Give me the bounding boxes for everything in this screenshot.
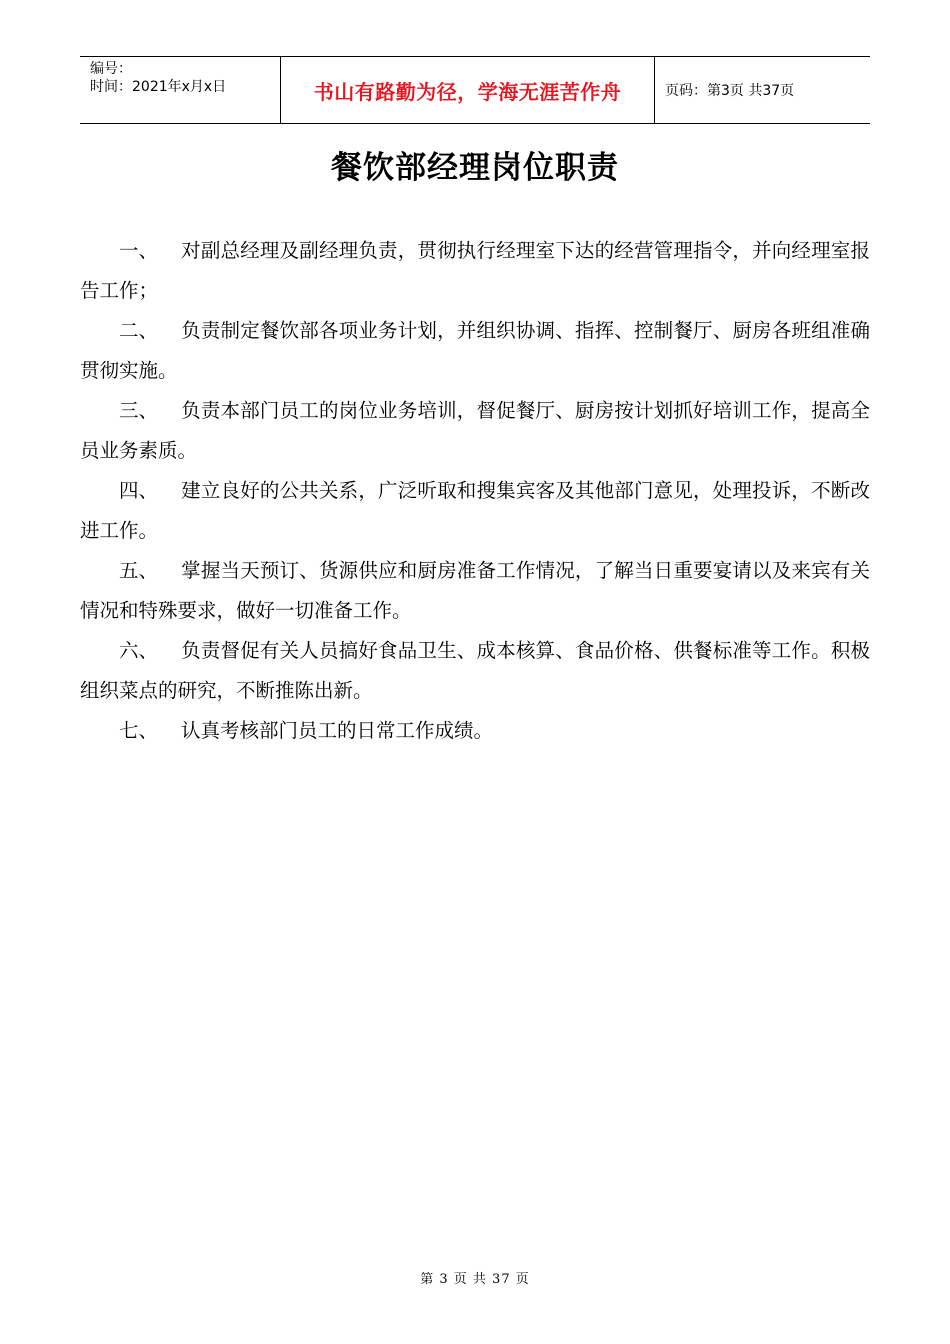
header-meta [80, 57, 281, 123]
paragraph-6 [80, 631, 870, 711]
paragraph-number: 三、 [119, 399, 159, 422]
paragraph-number: 六、 [119, 639, 159, 662]
paragraph-text: 对副总经理及副经理负责，贯彻执行经理室下达的经营管理指令，并向经理室报告工作； [80, 239, 870, 302]
paragraph-text: 认真考核部门员工的日常工作成绩。 [181, 719, 494, 742]
paragraph-number: 二、 [119, 319, 159, 342]
paragraph-2 [80, 311, 870, 391]
paragraph-number: 七、 [119, 719, 159, 742]
paragraph-number: 五、 [119, 559, 159, 582]
paragraph-4 [80, 471, 870, 551]
page-footer: 第 3 页 共 37 页 [420, 1272, 530, 1287]
paragraph-3 [80, 391, 870, 471]
paragraph-number: 四、 [119, 479, 159, 502]
paragraph-5 [80, 551, 870, 631]
serial-number-label: 编号： [90, 61, 132, 77]
paragraph-text: 负责督促有关人员搞好食品卫生、成本核算、食品价格、供餐标准等工作。积极组织菜点的研究，不断推陈出新。 [80, 639, 870, 702]
page-title: 餐饮部经理岗位职责 [331, 150, 619, 186]
document-body [80, 231, 870, 751]
paragraph-7 [80, 711, 870, 751]
header-motto: 书山有路勤为径，学海无涯苦作舟 [281, 57, 655, 123]
paragraph-text: 建立良好的公共关系，广泛听取和搜集宾客及其他部门意见，处理投诉，不断改进工作。 [80, 479, 870, 542]
date-label: 时间：2021年x月x日 [90, 79, 227, 95]
paragraph-text: 负责制定餐饮部各项业务计划，并组织协调、指挥、控制餐厅、厨房各班组准确贯彻实施。 [80, 319, 870, 382]
paragraph-text: 掌握当天预订、货源供应和厨房准备工作情况，了解当日重要宴请以及来宾有关情况和特殊要求，做好一切准备工作。 [80, 559, 870, 622]
header-page-info: 页码：第3页 共37页 [665, 83, 795, 99]
paragraph-1 [80, 231, 870, 311]
paragraph-number: 一、 [119, 239, 159, 262]
document-header [80, 56, 870, 124]
paragraph-text: 负责本部门员工的岗位业务培训，督促餐厅、厨房按计划抓好培训工作，提高全员业务素质。 [80, 399, 870, 462]
